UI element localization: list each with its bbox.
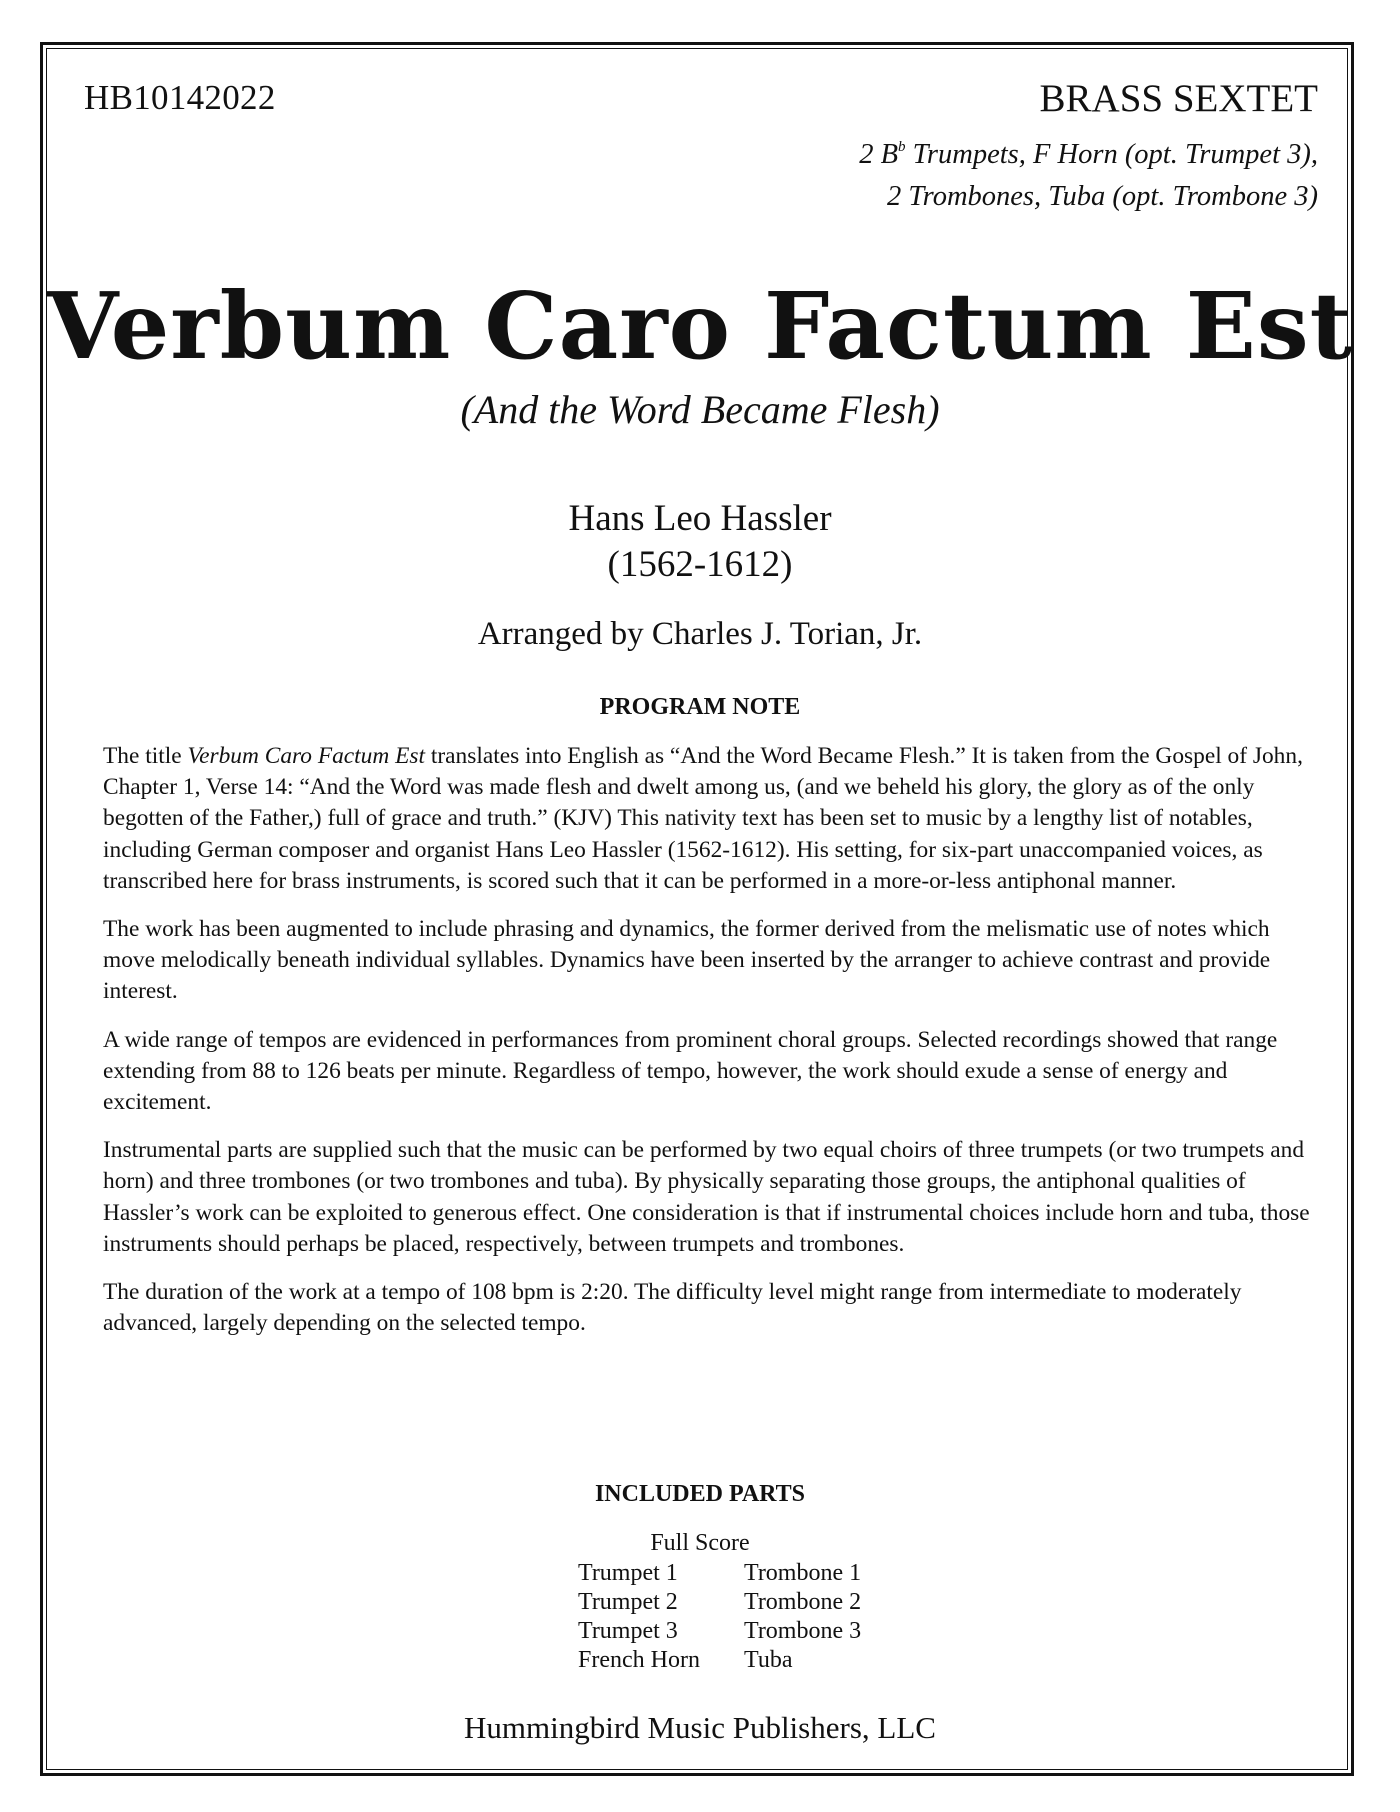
parts-list bbox=[578, 1559, 884, 1675]
program-note-paragraph-3: A wide range of tempos are evidenced in performances from prominent choral groups. Selected recordings showed that range extending from 88 to 126 beats per minute. Regardless of tempo, however, the work should exude a sense of energy and excitement. bbox=[103, 1026, 1278, 1116]
part-item: Trombone 3 bbox=[744, 1618, 862, 1644]
piece-subtitle: (And the Word Became Flesh) bbox=[460, 387, 940, 432]
part-item: French Horn bbox=[578, 1647, 700, 1673]
p1-post: translates into English as “And the Word Became Flesh.” It is taken from the Gospel of John, Chapter 1, Verse 14: “And the Word was made flesh and dwelt among us, (and we beheld his glory, the glory as of the only begotten of the Father,) full of grace and truth.” (KJV) This nativity text has been set to music by a lengthy list of notables, including German composer and organist Hans Leo Hassler (1562-1612). His setting, for six-part unaccompanied voices, as transcribed here for brass instruments, is scored such that it can be performed in a more-or-less antiphonal manner. bbox=[103, 743, 1303, 894]
flat-sign: b bbox=[898, 139, 906, 155]
part-item: Trombone 2 bbox=[744, 1589, 862, 1615]
composer-name: Hans Leo Hassler bbox=[568, 498, 832, 539]
composer-block bbox=[0, 496, 1400, 588]
ensemble-type: BRASS SEXTET bbox=[1039, 77, 1318, 120]
instrumentation-line-1 bbox=[859, 134, 1318, 176]
part-item: Tuba bbox=[744, 1647, 793, 1673]
program-note-paragraph-2: The work has been augmented to include phrasing and dynamics, the former derived from the melismatic use of notes which move melodically beneath individual syllables. Dynamics have been inserted by the arranger to achieve contrast and provide interest. bbox=[103, 916, 1271, 1005]
program-note-heading: PROGRAM NOTE bbox=[599, 694, 801, 720]
publisher-name: Hummingbird Music Publishers, LLC bbox=[464, 1710, 936, 1745]
p1-pre: The title bbox=[103, 743, 188, 769]
part-item: Trumpet 1 bbox=[578, 1560, 678, 1586]
arranger-credit: Arranged by Charles J. Torian, Jr. bbox=[477, 616, 923, 652]
piece-title: Verbum Caro Factum Est bbox=[46, 272, 1354, 380]
instrumentation-line-1-post: Trumpets, F Horn (opt. Trumpet 3), bbox=[905, 139, 1318, 170]
program-note-paragraph-5: The duration of the work at a tempo of 108 bpm is 2:20. The difficulty level might range from intermediate to moderately advanced, largely depending on the selected tempo. bbox=[103, 1279, 1242, 1337]
included-parts-heading: INCLUDED PARTS bbox=[594, 1481, 806, 1507]
p1-italic-title: Verbum Caro Factum Est bbox=[187, 743, 426, 769]
catalog-number: HB10142022 bbox=[84, 78, 276, 117]
program-note-paragraph-1 bbox=[103, 741, 1321, 897]
part-item: Trumpet 3 bbox=[578, 1618, 678, 1644]
instrumentation bbox=[859, 134, 1318, 218]
program-note-paragraph-4: Instrumental parts are supplied such that the music can be performed by two equal choirs of three trumpets (or two trumpets and horn) and three trombones (or two trombones and tuba). By physically separating those groups, the antiphonal qualities of Hassler’s work can be exploited to generous effect. One consideration is that if instrumental choices include horn and tuba, those instruments should perhaps be placed, respectively, between trumpets and trombones. bbox=[103, 1137, 1310, 1257]
program-note-body bbox=[103, 741, 1321, 1356]
composer-dates: (1562-1612) bbox=[607, 544, 793, 585]
instrumentation-line-1-pre: 2 B bbox=[859, 139, 898, 170]
part-item: Trombone 1 bbox=[744, 1560, 862, 1586]
part-item: Trumpet 2 bbox=[578, 1589, 678, 1615]
full-score-part: Full Score bbox=[650, 1530, 750, 1556]
instrumentation-line-2: 2 Trombones, Tuba (opt. Trombone 3) bbox=[887, 181, 1318, 212]
